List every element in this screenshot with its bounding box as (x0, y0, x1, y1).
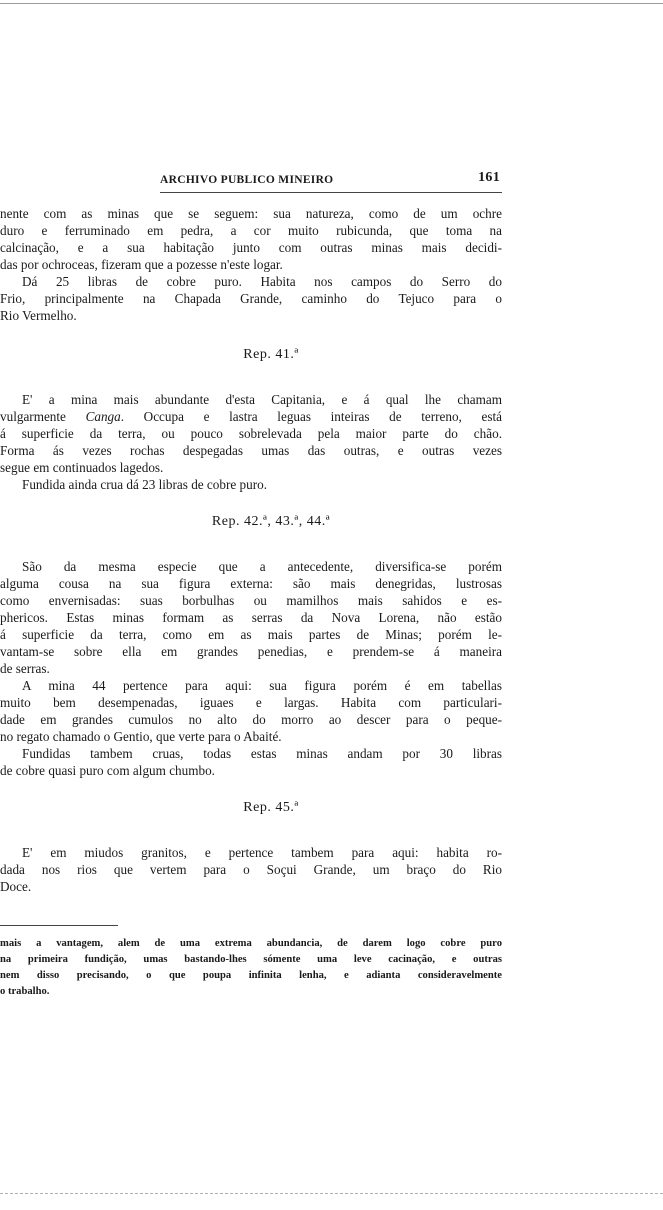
paragraph-3 (0, 391, 502, 476)
text-line: dada nos rios que vertem para o Soçui Grande, um braço do Rio (0, 862, 502, 877)
text-line: de cobre quasi puro com algum chumbo. (0, 763, 215, 778)
text-line: Doce. (0, 879, 32, 894)
footnote-line: na primeira fundição, umas bastando-lhes sómente uma leve cacinação, e outras (0, 954, 502, 965)
text-line: como envernisadas: suas borbulhas ou mamilhos mais sahidos e es- (0, 593, 502, 608)
text-line: alguma cousa na sua figura externa: são mais denegridas, lustrosas (0, 576, 502, 591)
section-heading: Rep. 42.ª, 43.ª, 44.ª (211, 514, 331, 529)
text-line: A mina 44 pertence para aqui: sua figura porém é em tabellas (22, 678, 502, 693)
paragraph-1 (0, 205, 502, 273)
text-line: das por ochroceas, fizeram que a pozesse n'este logar. (0, 257, 283, 272)
paragraph-6 (0, 677, 502, 745)
bottom-page-edge (0, 1193, 663, 1194)
header-rule (160, 192, 502, 193)
top-page-edge (0, 3, 663, 4)
running-title: ARCHIVO PUBLICO MINEIRO (160, 174, 334, 186)
text-line: E' em miudos granitos, e pertence tambem para aqui: habita ro- (22, 845, 502, 860)
document-page (0, 170, 502, 1000)
text-line: vantam-se sobre ella em grandes penedias, e prendem-se á maneira (0, 644, 502, 659)
paragraph-5 (0, 558, 502, 677)
italic-term: Canga (85, 409, 121, 424)
footnote-rule (0, 925, 118, 926)
text-line: dade em grandes cumulos no alto do morro ao descer para o peque- (0, 712, 502, 727)
text-line: Dá 25 libras de cobre puro. Habita nos campos do Serro do (22, 274, 502, 289)
footnote-line: mais a vantagem, alem de uma extrema abundancia, de darem logo cobre puro (0, 938, 502, 949)
text-line: Rio Vermelho. (0, 308, 77, 323)
text-line: de serras. (0, 661, 50, 676)
paragraph-7 (0, 745, 502, 779)
text-line: muito bem desempenadas, iguaes e largas. Habita com particulari- (0, 695, 502, 710)
text-line: calcinação, e a sua habitação junto com outras minas mais decidi- (0, 240, 502, 255)
text-line (0, 408, 502, 425)
paragraph-4 (0, 476, 502, 493)
footnote-line: nem disso precisando, o que poupa infinita lenha, e adianta consideravelmente (0, 970, 502, 981)
text-line: phericos. Estas minas formam as serras da Nova Lorena, não estão (0, 610, 502, 625)
section-heading: Rep. 41.ª (243, 347, 299, 362)
text-line: São da mesma especie que a antecedente, diversifica-se porém (22, 559, 502, 574)
text-line: Forma ás vezes rochas despegadas umas das outras, e outras vezes (0, 443, 502, 458)
text-line: nente com as minas que se seguem: sua natureza, como de um ochre (0, 206, 502, 221)
text-line: á superficie da terra, ou pouco sobrelevada pela maior parte do chão. (0, 426, 502, 441)
footnote-line: o trabalho. (0, 986, 50, 997)
text-span: vulgarmente (0, 409, 86, 424)
paragraph-2 (0, 273, 502, 324)
running-header (160, 170, 502, 192)
page-number: 161 (478, 170, 500, 185)
text-span: . Occupa e lastra leguas inteiras de terreno, está (120, 409, 502, 424)
text-line: segue em continuados lagedos. (0, 460, 164, 475)
text-line: Fundidas tambem cruas, todas estas minas andam por 30 libras (22, 746, 502, 761)
paragraph-8 (0, 844, 502, 895)
text-line: á superficie da terra, como em as mais partes de Minas; porém le- (0, 627, 502, 642)
section-heading: Rep. 45.ª (243, 800, 299, 815)
body-text (0, 205, 502, 1000)
text-line: no regato chamado o Gentio, que verte para o Abaité. (0, 729, 282, 744)
text-line: Fundida ainda crua dá 23 libras de cobre puro. (22, 477, 267, 492)
text-line: Frio, principalmente na Chapada Grande, caminho do Tejuco para o (0, 291, 502, 306)
text-line: E' a mina mais abundante d'esta Capitania, e á qual lhe chamam (22, 392, 502, 407)
text-line: duro e ferruminado em pedra, a cor muito rubicunda, que toma na (0, 223, 502, 238)
footnote (0, 936, 502, 1000)
